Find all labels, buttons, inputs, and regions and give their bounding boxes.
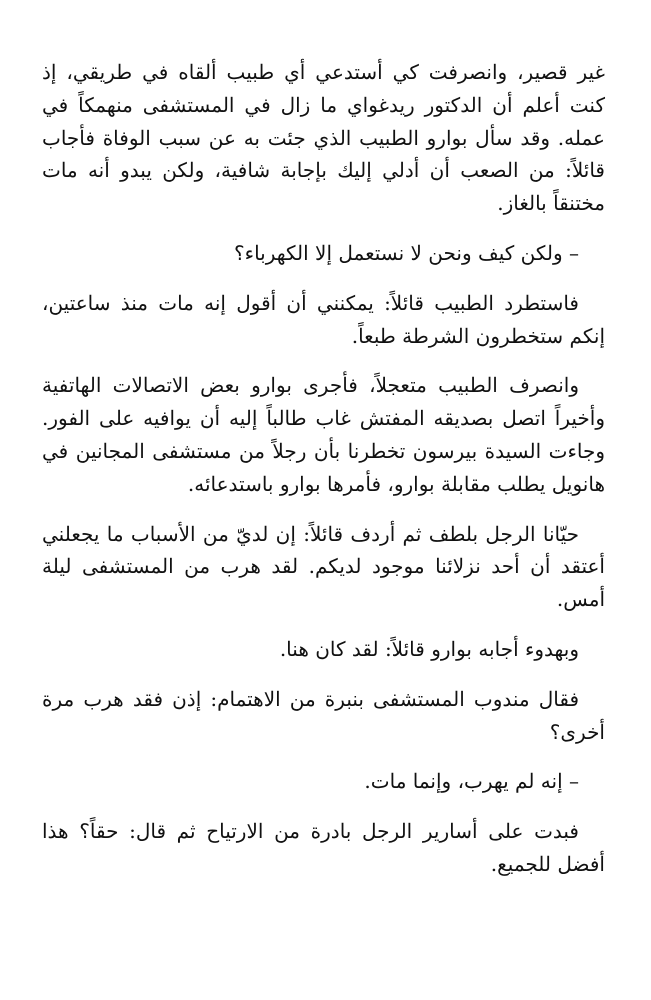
paragraph-3: فاستطرد الطبيب قائلاً: يمكنني أن أقول إنه مات منذ ساعتين، إنكم ستخطرون الشرطة طبعاً. [42, 290, 605, 348]
paragraph-2: – ولكن كيف ونحن لا نستعمل إلا الكهرباء؟ [234, 240, 579, 265]
paragraph-5: حيّانا الرجل بلطف ثم أردف قائلاً: إن لديّ من الأسباب ما يجعلني أعتقد أن أحد نزلائنا موجود لديكم. لقد هرب من المستشفى ليلة أمس. [42, 521, 605, 612]
paragraph-1: غير قصير، وانصرفت كي أستدعي أي طبيب ألقاه في طريقي، إذ كنت أعلم أن الدكتور ريدغواي ما زال في المستشفى منهمكاً في عمله. وقد سأل بوارو الطبيب الذي جئت به عن سبب الوفاة فأجاب قائلاً: من الصعب أن أدلي إليك بإجابة شافية، ولكن يبدو أنه مات مختنقاً بالغاز. [42, 60, 605, 216]
paragraph-9: فبدت على أسارير الرجل بادرة من الارتياح ثم قال: حقاً؟ هذا أفضل للجميع. [42, 819, 605, 876]
paragraph-7: فقال مندوب المستشفى بنبرة من الاهتمام: إذن فقد هرب مرة أخرى؟ [42, 686, 605, 744]
paragraph-6: وبهدوء أجابه بوارو قائلاً: لقد كان هنا. [279, 636, 579, 661]
paragraph-8: – إنه لم يهرب، وإنما مات. [364, 769, 579, 794]
paragraph-4: وانصرف الطبيب متعجلاً، فأجرى بوارو بعض الاتصالات الهاتفية وأخيراً اتصل بصديقه المفتش غاب طالباً إليه أن يوافيه على الفور. وجاءت السيدة بيرسون تخطرنا بأن رجلاً من مستشفى المجانين في هانويل يطلب مقابلة بوارو، فأمرها بوارو باستدعائه. [42, 373, 605, 496]
